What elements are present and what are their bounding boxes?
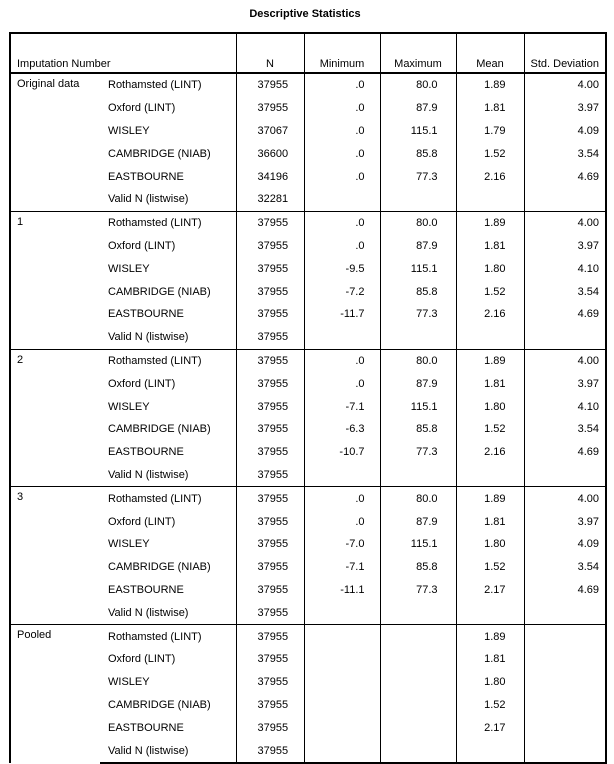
table-row	[10, 142, 606, 165]
table-row	[10, 510, 606, 533]
mean-value: 2.17	[456, 716, 524, 739]
table-row	[10, 487, 606, 510]
mean-value: 2.16	[456, 303, 524, 326]
mean-value: 1.89	[456, 211, 524, 234]
n-value: 37955	[236, 671, 304, 694]
n-value: 37955	[236, 441, 304, 464]
maximum-value	[380, 671, 456, 694]
std-deviation-value: 3.97	[524, 510, 606, 533]
header-imputation-number: Imputation Number	[10, 33, 236, 73]
n-value: 37955	[236, 648, 304, 671]
variable-name: Oxford (LINT)	[108, 377, 176, 390]
variable-name: Oxford (LINT)	[108, 102, 176, 115]
table-row	[10, 464, 606, 487]
std-deviation-value: 3.54	[524, 280, 606, 303]
table-row	[10, 211, 606, 234]
std-deviation-value: 4.69	[524, 441, 606, 464]
mean-value: 1.80	[456, 257, 524, 280]
imputation-group-label: Original data	[10, 73, 100, 211]
n-value: 37955	[236, 418, 304, 441]
mean-value	[456, 326, 524, 349]
mean-value: 2.16	[456, 441, 524, 464]
table-title: Descriptive Statistics	[249, 8, 361, 20]
n-value: 37955	[236, 211, 304, 234]
header-minimum: Minimum	[304, 33, 380, 73]
mean-value: 1.52	[456, 556, 524, 579]
minimum-value: -7.0	[304, 533, 380, 556]
variable-name: CAMBRIDGE (NIAB)	[108, 423, 211, 436]
variable-name: Rothamsted (LINT)	[100, 349, 236, 372]
std-deviation-value	[524, 671, 606, 694]
variable-name: CAMBRIDGE (NIAB)	[108, 285, 211, 298]
maximum-value	[380, 694, 456, 717]
mean-value: 1.79	[456, 120, 524, 143]
table-row	[10, 165, 606, 188]
minimum-value: .0	[304, 211, 380, 234]
minimum-value: -9.5	[304, 257, 380, 280]
minimum-value: -10.7	[304, 441, 380, 464]
variable-name: EASTBOURNE	[108, 446, 184, 459]
mean-value: 1.52	[456, 280, 524, 303]
variable-name: EASTBOURNE	[108, 308, 184, 321]
mean-value: 1.89	[456, 73, 524, 97]
maximum-value	[380, 326, 456, 349]
table-row	[10, 280, 606, 303]
n-value: 37955	[236, 257, 304, 280]
variable-name: Valid N (listwise)	[108, 468, 189, 481]
minimum-value: .0	[304, 487, 380, 510]
header-maximum: Maximum	[380, 33, 456, 73]
table-row	[10, 349, 606, 372]
table-row	[10, 303, 606, 326]
table-row	[10, 188, 606, 211]
n-value: 34196	[236, 165, 304, 188]
maximum-value	[380, 601, 456, 624]
table-row	[10, 418, 606, 441]
minimum-value: .0	[304, 73, 380, 97]
variable-name: CAMBRIDGE (NIAB)	[108, 698, 211, 711]
minimum-value: -6.3	[304, 418, 380, 441]
std-deviation-value: 3.97	[524, 235, 606, 258]
table-row	[10, 97, 606, 120]
n-value: 37955	[236, 326, 304, 349]
n-value: 32281	[236, 188, 304, 211]
std-deviation-value: 4.69	[524, 303, 606, 326]
maximum-value: 85.8	[380, 280, 456, 303]
n-value: 37955	[236, 739, 304, 763]
std-deviation-value: 3.54	[524, 556, 606, 579]
table-row	[10, 601, 606, 624]
table-body	[10, 73, 606, 763]
variable-name: Rothamsted (LINT)	[100, 487, 236, 510]
std-deviation-value: 3.97	[524, 372, 606, 395]
table-row	[10, 533, 606, 556]
mean-value: 1.52	[456, 142, 524, 165]
table-row	[10, 441, 606, 464]
imputation-group-label: 1	[10, 211, 100, 349]
mean-value: 1.81	[456, 97, 524, 120]
maximum-value: 80.0	[380, 349, 456, 372]
mean-value	[456, 601, 524, 624]
n-value: 37955	[236, 694, 304, 717]
variable-name: WISLEY	[108, 124, 150, 137]
maximum-value: 80.0	[380, 73, 456, 97]
variable-name: EASTBOURNE	[108, 170, 184, 183]
std-deviation-value	[524, 601, 606, 624]
mean-value: 2.17	[456, 579, 524, 602]
mean-value: 1.89	[456, 349, 524, 372]
minimum-value: .0	[304, 165, 380, 188]
n-value: 37955	[236, 97, 304, 120]
imputation-group-label: Pooled	[10, 625, 100, 763]
table-row	[10, 120, 606, 143]
minimum-value: -7.2	[304, 280, 380, 303]
mean-value	[456, 739, 524, 763]
n-value: 37955	[236, 303, 304, 326]
minimum-value: -7.1	[304, 395, 380, 418]
n-value: 37955	[236, 487, 304, 510]
std-deviation-value: 4.09	[524, 533, 606, 556]
table-row	[10, 73, 606, 97]
mean-value	[456, 464, 524, 487]
minimum-value	[304, 739, 380, 763]
minimum-value	[304, 716, 380, 739]
n-value: 37955	[236, 280, 304, 303]
std-deviation-value: 4.00	[524, 73, 606, 97]
std-deviation-value	[524, 739, 606, 763]
variable-name: Valid N (listwise)	[108, 193, 189, 206]
std-deviation-value	[524, 694, 606, 717]
maximum-value: 85.8	[380, 556, 456, 579]
variable-name: EASTBOURNE	[108, 583, 184, 596]
header-mean: Mean	[456, 33, 524, 73]
n-value: 37955	[236, 464, 304, 487]
variable-name: Valid N (listwise)	[108, 331, 189, 344]
mean-value: 1.52	[456, 418, 524, 441]
variable-name: Rothamsted (LINT)	[100, 211, 236, 234]
maximum-value: 85.8	[380, 418, 456, 441]
std-deviation-value: 3.54	[524, 142, 606, 165]
std-deviation-value: 4.69	[524, 579, 606, 602]
n-value: 37955	[236, 395, 304, 418]
minimum-value	[304, 188, 380, 211]
variable-name: Oxford (LINT)	[108, 653, 176, 666]
variable-name: EASTBOURNE	[108, 721, 184, 734]
maximum-value: 115.1	[380, 120, 456, 143]
n-value: 36600	[236, 142, 304, 165]
minimum-value	[304, 648, 380, 671]
maximum-value: 85.8	[380, 142, 456, 165]
maximum-value	[380, 648, 456, 671]
minimum-value	[304, 671, 380, 694]
maximum-value: 115.1	[380, 533, 456, 556]
table-row	[10, 671, 606, 694]
n-value: 37955	[236, 235, 304, 258]
variable-name: Valid N (listwise)	[100, 739, 236, 763]
header-n: N	[236, 33, 304, 73]
maximum-value: 77.3	[380, 165, 456, 188]
maximum-value: 77.3	[380, 579, 456, 602]
table-row	[10, 372, 606, 395]
minimum-value: .0	[304, 235, 380, 258]
table-row	[10, 326, 606, 349]
std-deviation-value: 4.09	[524, 120, 606, 143]
std-deviation-value	[524, 326, 606, 349]
minimum-value: -11.7	[304, 303, 380, 326]
n-value: 37955	[236, 579, 304, 602]
std-deviation-value	[524, 188, 606, 211]
variable-name: Oxford (LINT)	[108, 239, 176, 252]
header-row	[10, 33, 606, 73]
std-deviation-value	[524, 625, 606, 648]
maximum-value: 87.9	[380, 510, 456, 533]
minimum-value: .0	[304, 97, 380, 120]
table-row	[10, 694, 606, 717]
variable-name: WISLEY	[108, 538, 150, 551]
n-value: 37955	[236, 556, 304, 579]
std-deviation-value	[524, 464, 606, 487]
maximum-value: 87.9	[380, 235, 456, 258]
maximum-value: 77.3	[380, 441, 456, 464]
minimum-value: .0	[304, 372, 380, 395]
mean-value: 2.16	[456, 165, 524, 188]
minimum-value: -7.1	[304, 556, 380, 579]
maximum-value: 80.0	[380, 487, 456, 510]
table-row	[10, 579, 606, 602]
table-row	[10, 739, 606, 763]
imputation-group-label: 2	[10, 349, 100, 487]
minimum-value	[304, 601, 380, 624]
maximum-value	[380, 739, 456, 763]
header-std-deviation: Std. Deviation	[524, 33, 606, 73]
mean-value: 1.52	[456, 694, 524, 717]
mean-value: 1.89	[456, 487, 524, 510]
std-deviation-value: 3.54	[524, 418, 606, 441]
table-row	[10, 257, 606, 280]
minimum-value	[304, 625, 380, 648]
std-deviation-value: 4.10	[524, 257, 606, 280]
std-deviation-value: 4.10	[524, 395, 606, 418]
maximum-value	[380, 188, 456, 211]
std-deviation-value: 4.00	[524, 349, 606, 372]
mean-value: 1.81	[456, 372, 524, 395]
variable-name: CAMBRIDGE (NIAB)	[108, 561, 211, 574]
minimum-value	[304, 694, 380, 717]
mean-value: 1.80	[456, 671, 524, 694]
mean-value: 1.81	[456, 235, 524, 258]
mean-value: 1.80	[456, 533, 524, 556]
n-value: 37067	[236, 120, 304, 143]
n-value: 37955	[236, 601, 304, 624]
variable-name: Rothamsted (LINT)	[100, 625, 236, 648]
maximum-value: 80.0	[380, 211, 456, 234]
variable-name: CAMBRIDGE (NIAB)	[108, 147, 211, 160]
n-value: 37955	[236, 510, 304, 533]
imputation-group-label: 3	[10, 487, 100, 625]
n-value: 37955	[236, 625, 304, 648]
maximum-value: 115.1	[380, 395, 456, 418]
minimum-value: -11.1	[304, 579, 380, 602]
minimum-value: .0	[304, 510, 380, 533]
variable-name: Rothamsted (LINT)	[108, 79, 202, 92]
table-row	[10, 716, 606, 739]
mean-value: 1.89	[456, 625, 524, 648]
n-value: 37955	[236, 372, 304, 395]
variable-name: Oxford (LINT)	[108, 515, 176, 528]
minimum-value: .0	[304, 349, 380, 372]
minimum-value: .0	[304, 142, 380, 165]
maximum-value	[380, 716, 456, 739]
variable-name: Valid N (listwise)	[108, 606, 189, 619]
std-deviation-value	[524, 648, 606, 671]
mean-value: 1.80	[456, 395, 524, 418]
n-value: 37955	[236, 73, 304, 97]
minimum-value	[304, 326, 380, 349]
std-deviation-value: 3.97	[524, 97, 606, 120]
maximum-value: 115.1	[380, 257, 456, 280]
std-deviation-value: 4.00	[524, 211, 606, 234]
variable-name: WISLEY	[108, 262, 150, 275]
table-row	[10, 648, 606, 671]
table-row	[10, 395, 606, 418]
table-row	[10, 556, 606, 579]
descriptive-statistics-table	[9, 32, 607, 764]
mean-value: 1.81	[456, 648, 524, 671]
maximum-value: 87.9	[380, 372, 456, 395]
mean-value: 1.81	[456, 510, 524, 533]
maximum-value	[380, 625, 456, 648]
minimum-value: .0	[304, 120, 380, 143]
n-value: 37955	[236, 716, 304, 739]
maximum-value: 77.3	[380, 303, 456, 326]
std-deviation-value: 4.00	[524, 487, 606, 510]
maximum-value: 87.9	[380, 97, 456, 120]
variable-name: WISLEY	[108, 400, 150, 413]
variable-name: WISLEY	[108, 676, 150, 689]
std-deviation-value: 4.69	[524, 165, 606, 188]
maximum-value	[380, 464, 456, 487]
table-row	[10, 625, 606, 648]
mean-value	[456, 188, 524, 211]
n-value: 37955	[236, 349, 304, 372]
minimum-value	[304, 464, 380, 487]
n-value: 37955	[236, 533, 304, 556]
table-row	[10, 235, 606, 258]
std-deviation-value	[524, 716, 606, 739]
